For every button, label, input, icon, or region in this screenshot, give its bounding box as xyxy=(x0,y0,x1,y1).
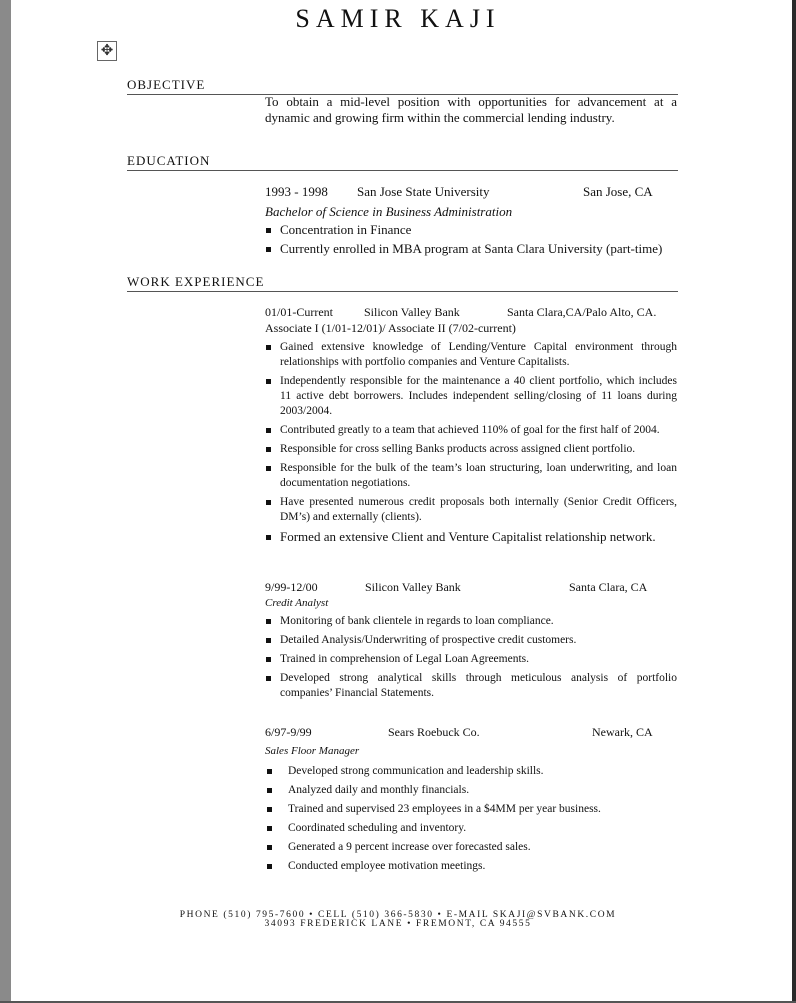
list-item: Currently enrolled in MBA program at Santa Clara University (part-time) xyxy=(265,241,677,257)
list-item: Coordinated scheduling and inventory. xyxy=(265,821,677,836)
job-bullets xyxy=(265,614,677,705)
list-item: Detailed Analysis/Underwriting of prospective credit customers. xyxy=(265,633,677,648)
footer-contact-line: PHONE (510) 795-7600 • CELL (510) 366-5830 • E-MAIL SKAJI@SVBANK.COM xyxy=(179,910,617,920)
job-title: Associate I (1/01-12/01)/ Associate II (7/02-current) xyxy=(265,321,516,335)
job-location: Newark, CA xyxy=(592,725,653,739)
list-item: Contributed greatly to a team that achieved 110% of goal for the first half of 2004. xyxy=(265,423,677,438)
window-left-frame xyxy=(0,0,11,1003)
job-location: Santa Clara, CA xyxy=(569,580,648,594)
list-item: Trained in comprehension of Legal Loan Agreements. xyxy=(265,652,677,667)
job-bullets xyxy=(265,764,677,878)
job-bullets xyxy=(265,340,677,549)
list-item: Trained and supervised 23 employees in a $4MM per year business. xyxy=(265,802,677,817)
list-item: Developed strong communication and leadership skills. xyxy=(265,764,677,779)
job-company: Silicon Valley Bank xyxy=(365,580,461,594)
education-bullets xyxy=(265,222,677,260)
list-item: Responsible for the bulk of the team’s loan structuring, loan underwriting, and loan documentation negotiations. xyxy=(265,461,677,491)
list-item: Generated a 9 percent increase over forecasted sales. xyxy=(265,840,677,855)
list-item: Gained extensive knowledge of Lending/Venture Capital environment through relationships with portfolio companies and Venture Capitalists. xyxy=(265,340,677,370)
resume-name: SAMIR KAJI xyxy=(295,4,501,33)
table-move-handle-icon[interactable]: ✥ xyxy=(97,41,117,61)
job-location: Santa Clara,CA/Palo Alto, CA. xyxy=(507,305,657,319)
education-heading: EDUCATION xyxy=(127,153,678,171)
list-item: Concentration in Finance xyxy=(265,222,677,238)
list-item: Responsible for cross selling Banks products across assigned client portfolio. xyxy=(265,442,677,457)
list-item: Analyzed daily and monthly financials. xyxy=(265,783,677,798)
job-dates: 01/01-Current xyxy=(265,305,333,319)
footer-address-line: 34093 FREDERICK LANE • FREMONT, CA 94555 xyxy=(264,919,532,929)
job-company: Sears Roebuck Co. xyxy=(388,725,480,739)
job-dates: 9/99-12/00 xyxy=(265,580,318,594)
education-school: San Jose State University xyxy=(357,184,490,199)
list-item: Have presented numerous credit proposals both internally (Senior Credit Officers, DM’s) and externally (clients). xyxy=(265,495,677,525)
list-item: Formed an extensive Client and Venture Capitalist relationship network. xyxy=(265,529,677,545)
education-degree: Bachelor of Science in Business Administration xyxy=(265,204,513,219)
objective-heading: OBJECTIVE xyxy=(127,77,678,95)
job-company: Silicon Valley Bank xyxy=(364,305,460,319)
work-experience-heading: WORK EXPERIENCE xyxy=(127,274,678,292)
list-item: Developed strong analytical skills through meticulous analysis of portfolio companies’ Financial Statements. xyxy=(265,671,677,701)
objective-text: To obtain a mid-level position with opportunities for advancement at a dynamic and growing firm within the commercial lending industry. xyxy=(265,94,677,125)
list-item: Conducted employee motivation meetings. xyxy=(265,859,677,874)
window-right-frame xyxy=(792,0,796,1003)
job-dates: 6/97-9/99 xyxy=(265,725,312,739)
education-years: 1993 - 1998 xyxy=(265,184,328,199)
education-location: San Jose, CA xyxy=(583,184,653,199)
list-item: Independently responsible for the maintenance a 40 client portfolio, which includes 11 active debt borrowers. Includes independent selling/closing of 11 loans during 2003/2004. xyxy=(265,374,677,419)
job-title: Sales Floor Manager xyxy=(265,745,360,757)
job-title: Credit Analyst xyxy=(265,597,329,609)
list-item: Monitoring of bank clientele in regards to loan compliance. xyxy=(265,614,677,629)
